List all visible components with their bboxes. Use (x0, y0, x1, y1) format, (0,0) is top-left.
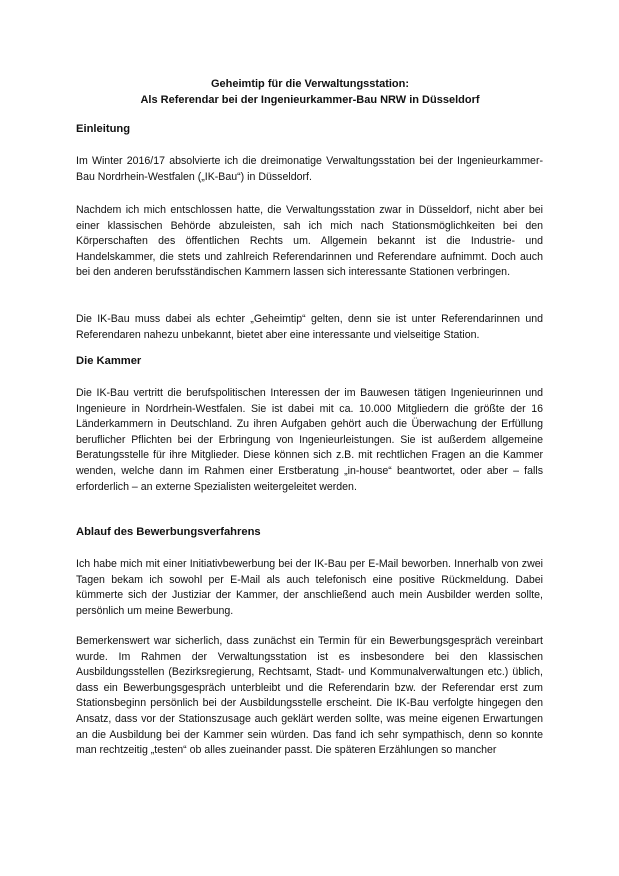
paragraph: Ich habe mich mit einer Initiativbewerbung bei der IK-Bau per E-Mail beworben. Innerhalb von zwei Tagen bekam ich sowohl per E-Mail als auch telefonisch eine positive Rückmeldung. Dabei kümmerte sich der Justiziar der Kammer, der anschließend auch mein Ausbilder werden sollte, persönlich um meine Bewerbung. (76, 558, 543, 617)
paragraph: Die IK-Bau vertritt die berufspolitischen Interessen der im Bauwesen tätigen Ingenieurinnen und Ingenieure in Nordrhein-Westfalen. Sie ist dabei mit ca. 10.000 Mitgliedern die größte der 16 Länderkammern in Deutschland. Zu ihren Aufgaben gehört auch die Überwachung der Erfüllung beruflicher Pflichten bei der Erbringung von Ingenieurleistungen. Sie ist außerdem allgemeine Beratungsstelle für ihre Mitglieder. Diese können sich z.B. mit rechtlichen Fragen an die Kammer wenden, welche dann im Rahmen einer Erstberatung „in-house“ beantwortet, oder aber – falls erforderlich – an externe Spezialisten weitergeleitet werden. (76, 387, 543, 493)
section-heading-bewerbung: Ablauf des Bewerbungsverfahrens (76, 526, 261, 538)
title-line-2: Als Referendar bei der Ingenieurkammer-Bau NRW in Düsseldorf (140, 94, 480, 106)
title-line-1: Geheimtip für die Verwaltungsstation: (210, 78, 410, 90)
paragraph: Nachdem ich mich entschlossen hatte, die Verwaltungsstation zwar in Düsseldorf, nicht aber bei einer klassischen Behörde abzuleisten, sah ich mich nach Stationsmöglichkeiten bei den Körperschaften des öffentlichen Rechts um. Allgemein bekannt ist die Industrie- und Handelskammer, die stets und zahlreich Referendarinnen und Referendare aufnimmt. Doch auch bei den anderen berufsständischen Kammern lassen sich interessante Stationen verbringen. (76, 204, 543, 279)
section-heading-kammer: Die Kammer (76, 355, 142, 367)
document-title (60, 76, 560, 108)
paragraph: Bemerkenswert war sicherlich, dass zunächst ein Termin für ein Bewerbungsgespräch vereinbart wurde. Im Rahmen der Verwaltungsstation ist es insbesondere bei den klassischen Ausbildungsstellen (Bezirksregierung, Rechtsamt, Stadt- und Kommunalverwaltungen etc.) üblich, dass ein Bewerbungsgespräch unterbleibt und die Referendarin bzw. der Referendar erst zum Stationsbeginn persönlich bei der Ausbildungsstelle erscheint. Die IK-Bau verfolgte hingegen den Ansatz, dass vor der Stationszusage auch geklärt werden sollte, was meine eigenen Erwartungen an die Ausbildung bei der Kammer sein würden. Das fand ich sehr sympathisch, denn so konnte man rechtzeitig „testen“ ob alles zueinander passt. Die späteren Erzählungen so mancher (76, 635, 543, 757)
paragraph: Im Winter 2016/17 absolvierte ich die dreimonatige Verwaltungsstation bei der Ingenieurkammer-Bau Nordrhein-Westfalen („IK-Bau“) in Düsseldorf. (76, 155, 543, 183)
section-heading-einleitung: Einleitung (76, 123, 131, 135)
paragraph: Die IK-Bau muss dabei als echter „Geheimtip“ gelten, denn sie ist unter Referendarinnen und Referendaren nahezu unbekannt, bietet aber eine interessante und vielseitige Station. (76, 313, 543, 341)
